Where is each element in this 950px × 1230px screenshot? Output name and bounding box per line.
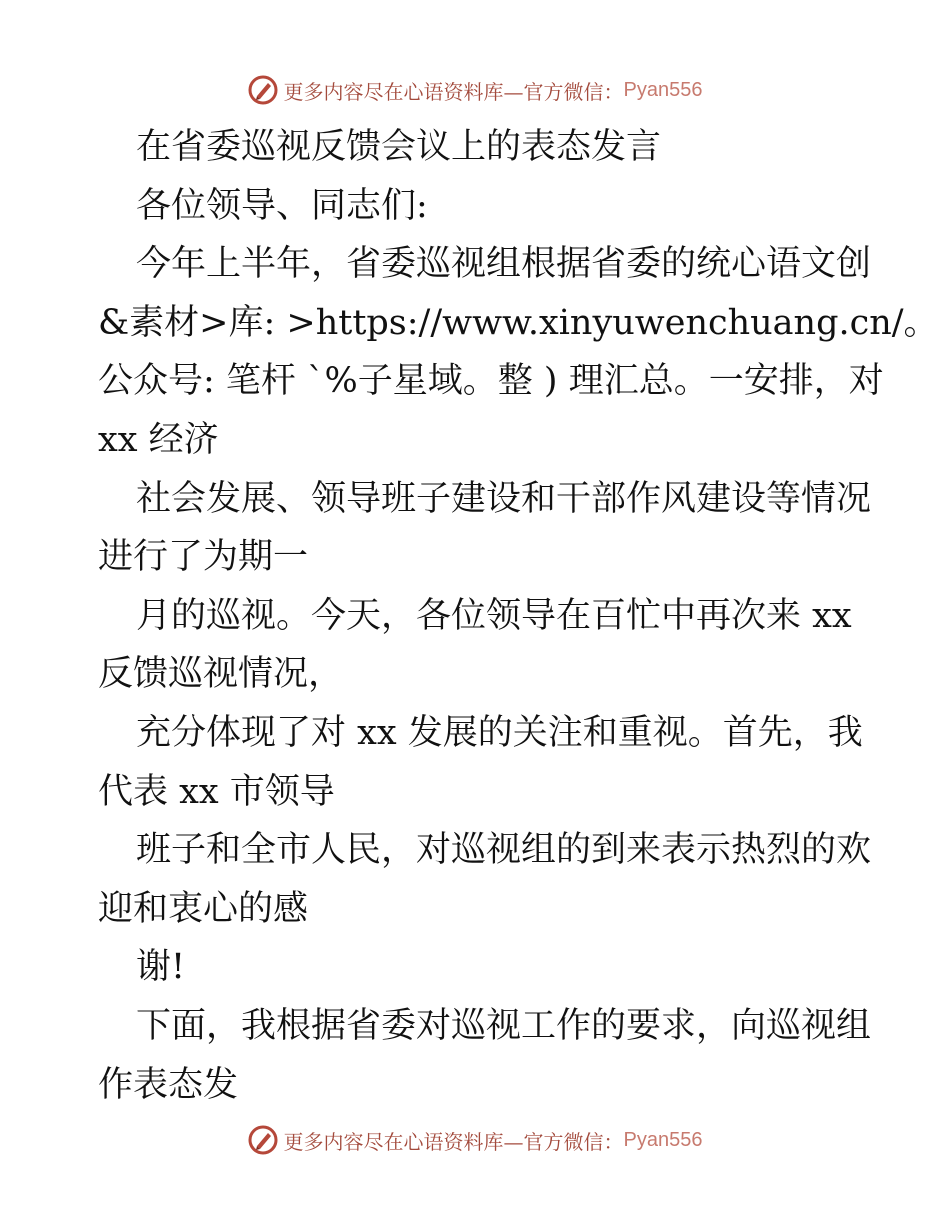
watermark-text: 更多内容尽在心语资料库—官方微信： (283, 1129, 624, 1154)
paragraph-line: 迎和衷心的感 (98, 888, 309, 929)
paragraph-line: 月的巡视。今天，各位领导在百忙中再次来 xx (136, 595, 852, 636)
document-body (98, 118, 939, 1114)
paragraph-line: 今年上半年，省委巡视组根据省委的统心语文创 (136, 244, 872, 285)
watermark-wechat-id: Pyan556 (623, 1128, 703, 1151)
paragraph-line: 反馈巡视情况， (98, 654, 344, 695)
paragraph-line: 充分体现了对 xx 发展的关注和重视。首先，我 (136, 712, 863, 753)
watermark-wechat-id: Pyan556 (623, 78, 703, 101)
pen-logo-icon (248, 1125, 278, 1155)
header-watermark (0, 70, 950, 110)
pen-logo-icon (248, 75, 278, 105)
paragraph-line: 谢! (136, 947, 186, 988)
paragraph-line: 在省委巡视反馈会议上的表态发言 (136, 127, 662, 167)
paragraph-line: xx 经济 (98, 419, 219, 460)
paragraph-line: 下面，我根据省委对巡视工作的要求，向巡视组 (136, 1005, 872, 1046)
paragraph-line: 社会发展、领导班子建设和干部作风建设等情况 (136, 478, 872, 519)
paragraph-line: 代表 xx 市领导 (98, 771, 335, 812)
paragraph-line: 作表态发 (98, 1064, 239, 1105)
paragraph-line: 公众号: 笔杆 `%子星域。整 ) 理汇总。一安排，对 (98, 361, 884, 402)
paragraph-line: 班子和全市人民，对巡视组的到来表示热烈的欢 (136, 830, 872, 871)
paragraph-line: 进行了为期一 (98, 537, 309, 578)
paragraph-line: 各位领导、同志们: (136, 185, 428, 226)
watermark-text: 更多内容尽在心语资料库—官方微信： (283, 79, 624, 104)
paragraph-line: &素材>库: >https://www.xinyuwenchuang.cn/。 (98, 302, 939, 343)
footer-watermark (0, 1120, 950, 1160)
